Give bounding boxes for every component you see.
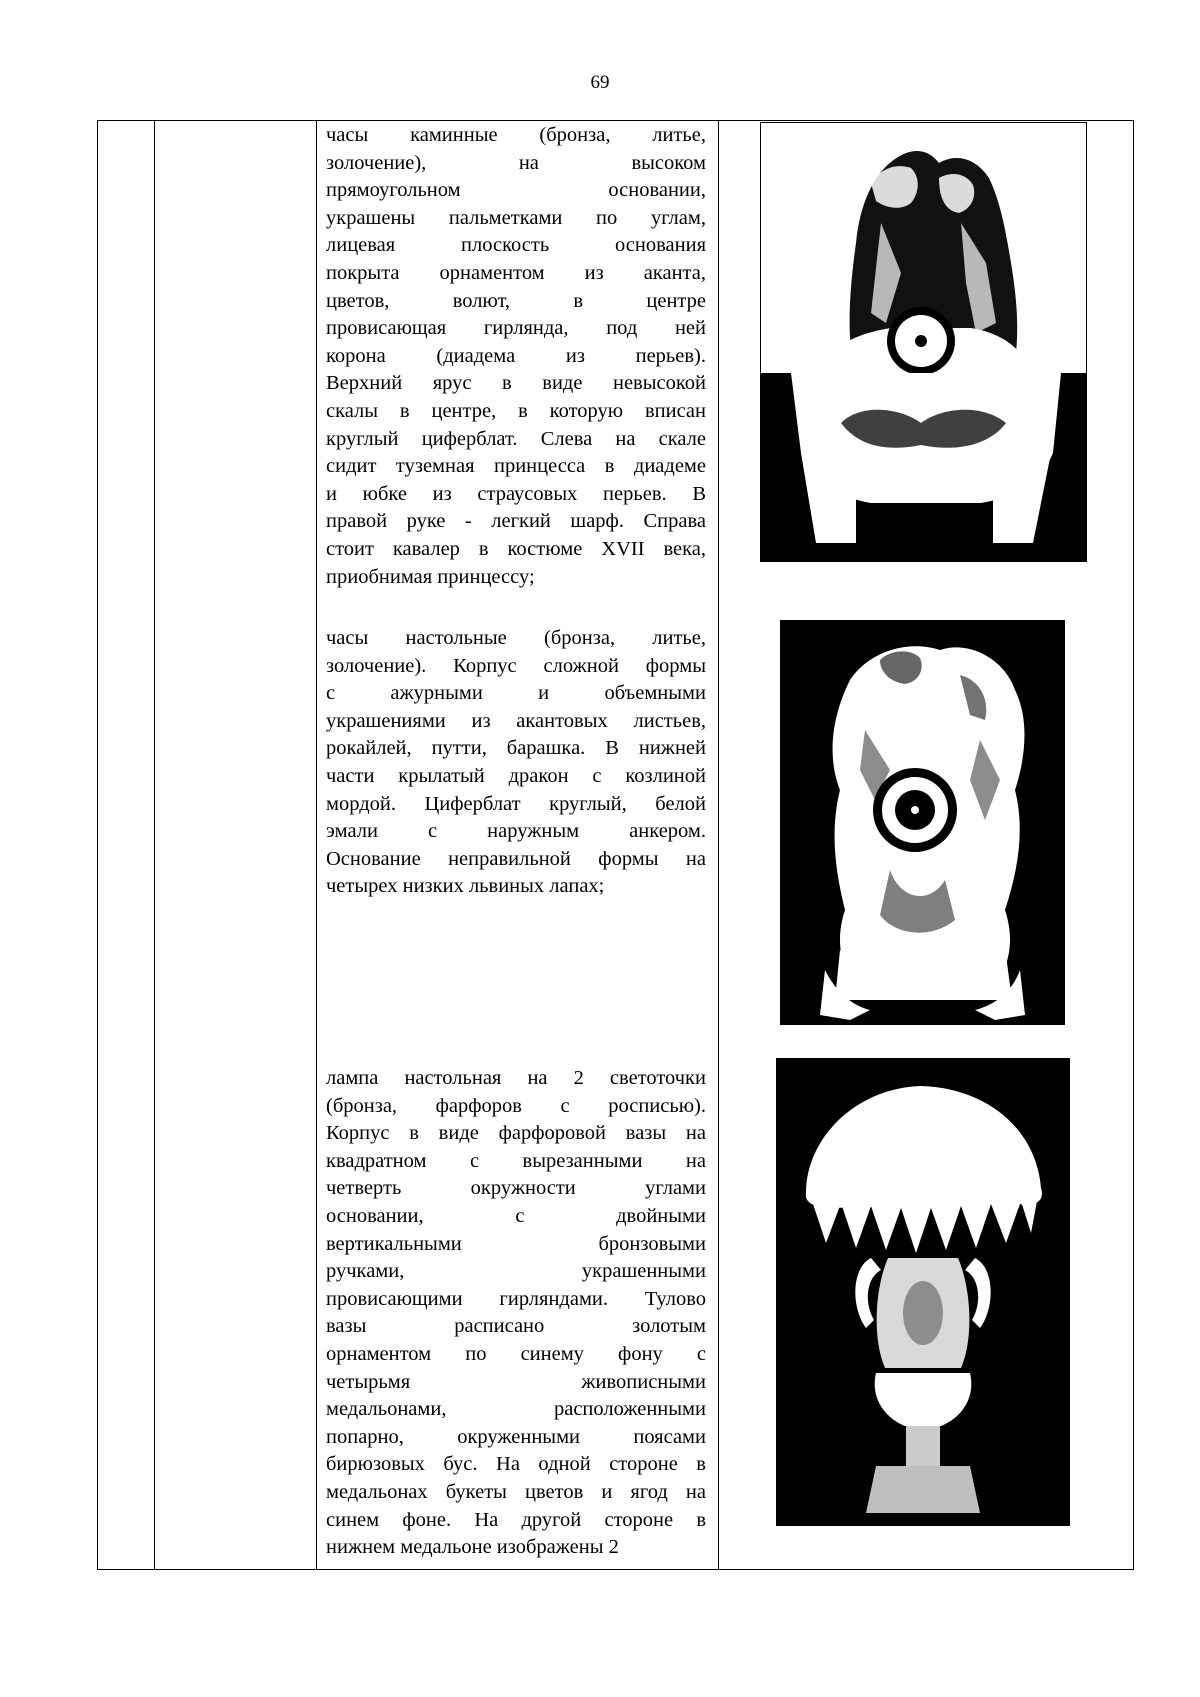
column-divider-2 [316, 121, 317, 1569]
text-line: покрыта орнаментом из аканта, [326, 261, 706, 284]
text-line: корона (диадема из перьев). [326, 344, 706, 367]
text-line: медальонах букеты цветов и ягод на [326, 1480, 706, 1503]
text-line: (бронза, фарфоров с росписью). [326, 1094, 706, 1117]
text-line: основании, с двойными [326, 1204, 706, 1227]
text-line: лицевая плоскость основания [326, 234, 706, 257]
text-line: прямоугольном основании, [326, 179, 706, 202]
column-divider-1 [154, 121, 155, 1569]
text-line: эмали с наружным анкером. [326, 820, 706, 843]
entry-description-mantel-clock [326, 122, 706, 591]
text-line: орнаментом по синему фону с [326, 1342, 706, 1365]
text-line: попарно, окруженными поясами [326, 1425, 706, 1448]
text-line: часы каминные (бронза, литье, [326, 124, 706, 146]
text-line: нижнем медальоне изображены 2 [326, 1536, 619, 1559]
text-line: золочение). Корпус сложной формы [326, 654, 706, 677]
text-line: синем фоне. На другой стороне в [326, 1508, 706, 1531]
table-lamp-photo [776, 1058, 1070, 1526]
text-line: рокайлей, путти, барашка. В нижней [326, 737, 706, 760]
text-line: четырех низких львиных лапах; [326, 875, 605, 898]
text-line: с ажурными и объемными [326, 682, 706, 705]
text-line: сидит туземная принцесса в диадеме [326, 455, 706, 478]
text-line: правой руке - легкий шарф. Справа [326, 510, 706, 533]
text-line: часы настольные (бронза, литье, [326, 627, 706, 649]
text-line: квадратном с вырезанными на [326, 1149, 706, 1172]
text-line: вазы расписано золотым [326, 1315, 706, 1338]
text-line: стоит кавалер в костюме XVII века, [326, 537, 706, 560]
text-line: Верхний ярус в виде невысокой [326, 372, 706, 395]
entry-description-table-clock [326, 625, 706, 901]
text-line: приобнимая принцессу; [326, 565, 535, 588]
column-divider-3 [718, 121, 719, 1569]
page-number: 69 [590, 72, 610, 93]
text-line: провисающая гирлянда, под ней [326, 317, 706, 340]
text-line: бирюзовых бус. На одной стороне в [326, 1453, 706, 1476]
entry-description-table-lamp [326, 1065, 706, 1562]
text-line: медальонами, расположенными [326, 1398, 706, 1421]
text-line: и юбке из страусовых перьев. В [326, 482, 706, 505]
text-line: провисающими гирляндами. Тулово [326, 1287, 706, 1310]
text-line: Основание неправильной формы на [326, 847, 706, 870]
text-line: части крылатый дракон с козлиной [326, 764, 706, 787]
mantel-clock-photo [760, 122, 1087, 562]
text-line: ручками, украшенными [326, 1260, 706, 1283]
text-line: круглый циферблат. Слева на скале [326, 427, 706, 450]
text-line: скалы в центре, в которую вписан [326, 399, 706, 422]
text-line: украшены пальметками по углам, [326, 206, 706, 229]
text-line: украшениями из акантовых листьев, [326, 709, 706, 732]
text-line: цветов, волют, в центре [326, 289, 706, 312]
text-line: четырьмя живописными [326, 1370, 706, 1393]
text-line: вертикальными бронзовыми [326, 1232, 706, 1255]
text-line: четверть окружности углами [326, 1177, 706, 1200]
text-line: Корпус в виде фарфоровой вазы на [326, 1122, 706, 1145]
text-line: золочение), на высоком [326, 151, 706, 174]
text-line: мордой. Циферблат круглый, белой [326, 792, 706, 815]
text-line: лампа настольная на 2 светоточки [326, 1067, 706, 1089]
table-clock-photo [780, 620, 1065, 1025]
